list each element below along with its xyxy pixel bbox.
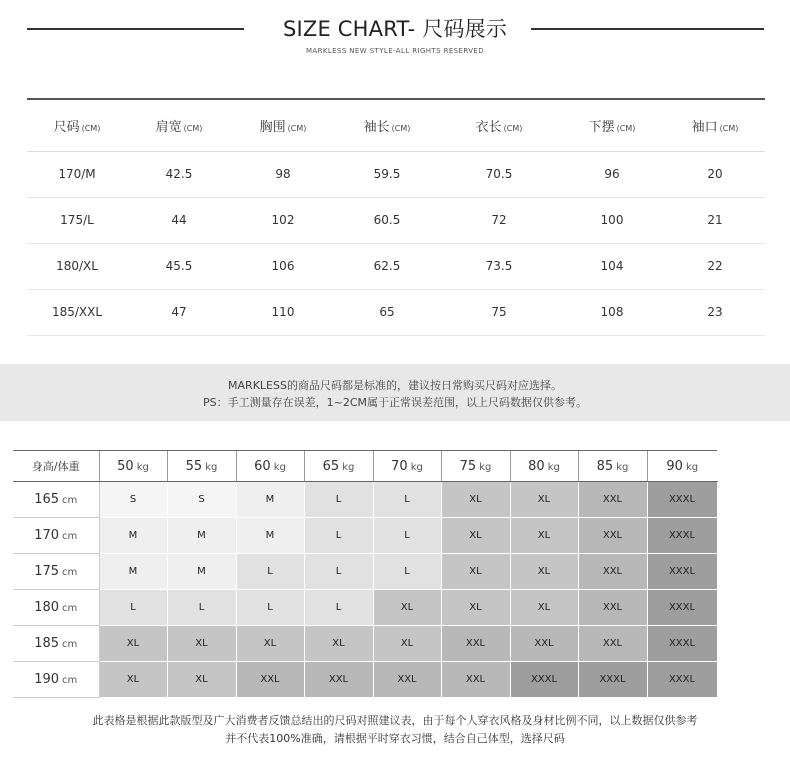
measurement-cell: 75 [439,289,559,335]
height-value: 175 [34,564,60,579]
height-unit: cm [62,495,78,506]
fit-size-cell: XXXL [647,590,717,626]
fit-size-cell: XXL [441,626,510,662]
measurement-cell: 45.5 [127,243,231,289]
fit-size-cell: XXXL [647,626,717,662]
fit-size-cell: L [304,482,373,518]
fit-size-cell: XXL [578,626,647,662]
weight-value: 55 [185,458,203,474]
weight-value: 80 [528,458,545,474]
height-header [13,482,99,518]
fit-size-cell: L [167,590,236,626]
title-cn: 尺码展示 [422,17,508,41]
measurement-body [27,151,765,335]
fit-size-cell: L [236,554,304,590]
measurement-cell: 20 [665,151,765,197]
fit-corner-header: 身高/体重 [13,451,99,482]
fit-size-cell: XL [510,554,578,590]
height-unit: cm [62,567,78,578]
height-value: 185 [34,636,60,651]
weight-unit: kg [479,461,492,473]
weight-unit: kg [342,461,355,473]
measurement-cell: 59.5 [335,151,439,197]
fit-table [13,450,718,698]
column-label: 袖长 [363,119,390,135]
column-unit: (CM) [391,123,411,133]
measurement-column-header [559,99,665,151]
fit-size-cell: XL [441,590,510,626]
notice-band [0,364,790,421]
fit-row [13,518,717,554]
measurement-cell: 185/XXL [27,289,127,335]
fit-size-cell: XL [99,626,167,662]
measurement-cell: 22 [665,243,765,289]
fit-size-cell: L [373,482,441,518]
weight-header [167,451,236,482]
fit-size-cell: XL [510,518,578,554]
fit-size-cell: XXL [578,482,647,518]
measurement-row [27,197,765,243]
weight-header [441,451,510,482]
fit-size-cell: L [99,590,167,626]
column-unit: (CM) [616,123,636,133]
measurement-cell: 42.5 [127,151,231,197]
measurement-cell: 102 [231,197,335,243]
weight-header [578,451,647,482]
fit-size-cell: L [304,590,373,626]
fit-size-cell: L [304,554,373,590]
title-en: SIZE CHART- [282,17,416,41]
measurement-cell: 62.5 [335,243,439,289]
fit-size-cell: XXL [578,590,647,626]
measurement-cell: 104 [559,243,665,289]
column-unit: (CM) [287,123,307,133]
fit-row [13,482,717,518]
fit-size-cell: XXXL [647,662,717,698]
column-label: 尺码 [53,119,80,135]
fit-size-cell: S [167,482,236,518]
fit-size-cell: XXL [304,662,373,698]
height-unit: cm [62,603,78,614]
fit-size-cell: XXL [373,662,441,698]
weight-header [373,451,441,482]
measurement-header-row [27,99,765,151]
fit-size-cell: XXL [578,518,647,554]
fit-row [13,590,717,626]
column-label: 袖口 [691,119,718,135]
measurement-column-header [665,99,765,151]
height-header [13,554,99,590]
weight-unit: kg [685,461,699,473]
measurement-cell: 47 [127,289,231,335]
measurement-cell: 65 [335,289,439,335]
weight-header [99,451,167,482]
column-label: 下摆 [588,119,615,135]
fit-size-cell: XL [510,590,578,626]
height-value: 170 [34,528,60,543]
fit-size-cell: M [236,518,304,554]
measurement-table [27,98,765,336]
fit-size-cell: M [167,518,236,554]
weight-value: 70 [391,458,408,474]
fit-size-cell: L [236,590,304,626]
measurement-cell: 23 [665,289,765,335]
measurement-column-header [439,99,559,151]
page-title [0,13,790,43]
height-value: 180 [34,600,60,615]
height-header [13,662,99,698]
weight-value: 85 [596,458,614,474]
fit-row [13,554,717,590]
measurement-cell: 170/M [27,151,127,197]
measurement-cell: 73.5 [439,243,559,289]
weight-header [510,451,578,482]
measurement-cell: 96 [559,151,665,197]
measurement-cell: 106 [231,243,335,289]
measurement-column-header [127,99,231,151]
weight-unit: kg [205,461,218,473]
fit-size-cell: XL [441,482,510,518]
fit-size-cell: XL [441,518,510,554]
measurement-cell: 70.5 [439,151,559,197]
fit-size-cell: L [304,518,373,554]
column-unit: (CM) [719,123,739,133]
fit-size-cell: XL [236,626,304,662]
fit-size-cell: L [373,518,441,554]
fit-size-cell: XXXL [510,662,578,698]
height-header [13,518,99,554]
fit-size-cell: XXXL [647,482,717,518]
weight-unit: kg [273,461,286,473]
measurement-cell: 100 [559,197,665,243]
measurement-cell: 108 [559,289,665,335]
weight-value: 90 [666,458,683,474]
fit-size-cell: M [99,518,167,554]
notice-line-1: MARKLESS的商品尺码都是标准的，建议按日常购买尺码对应选择。 [228,379,562,392]
column-label: 衣长 [475,119,502,135]
measurement-column-header [231,99,335,151]
measurement-row [27,243,765,289]
weight-unit: kg [136,461,149,473]
height-unit: cm [62,675,78,686]
fit-size-cell: XL [373,590,441,626]
measurement-cell: 175/L [27,197,127,243]
fit-size-cell: XL [167,662,236,698]
measurement-cell: 21 [665,197,765,243]
fit-size-cell: S [99,482,167,518]
footer-line-2: 并不代表100%准确，请根据平时穿衣习惯，结合自己体型，选择尺码 [225,732,565,745]
fit-row [13,662,717,698]
fit-size-cell: XL [304,626,373,662]
fit-size-cell: XL [510,482,578,518]
fit-body [13,482,717,698]
height-header [13,590,99,626]
notice-line-2: PS：手工测量存在误差，1~2CM属于正常误差范围，以上尺码数据仅供参考。 [203,396,587,409]
weight-value: 60 [254,458,271,474]
column-unit: (CM) [183,123,203,133]
fit-size-cell: XL [441,554,510,590]
fit-size-cell: M [167,554,236,590]
fit-size-cell: XXXL [647,518,717,554]
fit-size-cell: XXL [510,626,578,662]
column-label: 肩宽 [155,119,182,135]
measurement-cell: 60.5 [335,197,439,243]
fit-size-cell: XXXL [578,662,647,698]
measurement-row [27,289,765,335]
weight-value: 75 [459,458,477,474]
column-unit: (CM) [81,123,101,133]
fit-size-cell: XL [167,626,236,662]
height-value: 165 [34,492,60,507]
weight-unit: kg [410,461,423,473]
measurement-cell: 98 [231,151,335,197]
measurement-row [27,151,765,197]
fit-size-cell: XL [99,662,167,698]
weight-header [647,451,717,482]
fit-size-cell: XXL [236,662,304,698]
footer-line-1: 此表格是根据此款版型及广大消费者反馈总结出的尺码对照建议表，由于每个人穿衣风格及身材比例不同，以上数据仅供参考 [92,714,698,727]
fit-header-row [13,451,717,482]
weight-value: 50 [117,458,134,474]
measurement-cell: 110 [231,289,335,335]
page-subtitle: MARKLESS NEW STYLE-ALL RIGHTS RESERVED [305,47,485,55]
height-unit: cm [62,639,78,650]
weight-value: 65 [322,458,340,474]
height-unit: cm [62,531,78,542]
measurement-column-header [27,99,127,151]
measurement-column-header [335,99,439,151]
weight-header [236,451,304,482]
weight-unit: kg [547,461,560,473]
fit-size-cell: M [99,554,167,590]
fit-size-cell: XXL [441,662,510,698]
fit-size-cell: M [236,482,304,518]
fit-size-cell: XXL [578,554,647,590]
fit-row [13,626,717,662]
column-label: 胸围 [259,119,286,135]
measurement-cell: 44 [127,197,231,243]
height-value: 190 [34,672,60,687]
column-unit: (CM) [503,123,523,133]
measurement-cell: 180/XL [27,243,127,289]
fit-size-cell: L [373,554,441,590]
height-header [13,626,99,662]
weight-unit: kg [616,461,629,473]
weight-header [304,451,373,482]
fit-size-cell: XL [373,626,441,662]
measurement-cell: 72 [439,197,559,243]
fit-size-cell: XXXL [647,554,717,590]
